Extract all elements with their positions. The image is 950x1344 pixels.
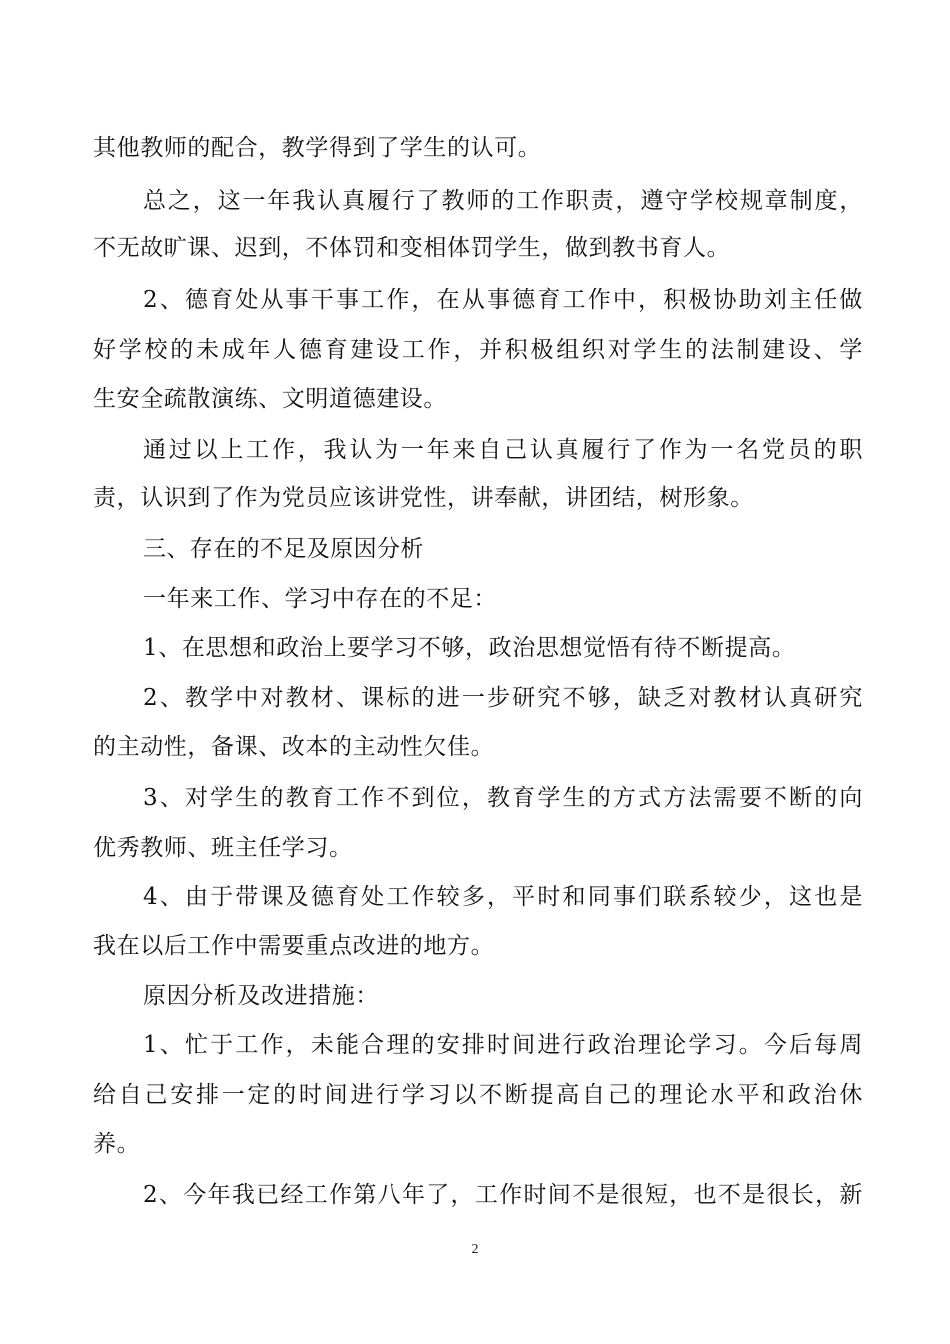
text-line: 一年来工作、学习中存在的不足：: [143, 586, 497, 612]
text-line: 4、由于带课及德育处工作较多，平时和同事们联系较少，这也是: [143, 884, 863, 910]
text-line: 其他教师的配合，教学得到了学生的认可。: [93, 135, 542, 161]
text-line: 的主动性，备课、改本的主动性欠佳。: [93, 734, 495, 760]
text-line: 总之，这一年我认真履行了教师的工作职责，遵守学校规章制度，: [143, 188, 863, 214]
text-line: 好学校的未成年人德育建设工作，并积极组织对学生的法制建设、学: [93, 337, 863, 363]
text-line: 2、今年我已经工作第八年了，工作时间不是很短，也不是很长，新: [143, 1182, 863, 1208]
page-number: 2: [471, 1242, 479, 1257]
section-heading: 三、存在的不足及原因分析: [143, 536, 424, 562]
text-line: 2、教学中对教材、课标的进一步研究不够，缺乏对教材认真研究: [143, 685, 863, 711]
text-line: 1、在思想和政治上要学习不够，政治思想觉悟有待不断提高。: [143, 635, 796, 661]
text-line: 养。: [93, 1131, 141, 1157]
text-line: 责，认识到了作为党员应该讲党性，讲奉献，讲团结，树形象。: [93, 485, 754, 511]
text-line: 3、对学生的教育工作不到位，教育学生的方式方法需要不断的向: [143, 785, 863, 811]
text-line: 原因分析及改进措施：: [143, 983, 379, 1009]
text-line: 给自己安排一定的时间进行学习以不断提高自己的理论水平和政治休: [93, 1082, 863, 1108]
text-line: 1、忙于工作，未能合理的安排时间进行政治理论学习。今后每周: [143, 1032, 863, 1058]
text-line: 2、德育处从事干事工作，在从事德育工作中，积极协助刘主任做: [143, 287, 863, 313]
text-line: 优秀教师、班主任学习。: [93, 835, 353, 861]
text-line: 生安全疏散演练、文明道德建设。: [93, 386, 447, 412]
text-line: 通过以上工作，我认为一年来自己认真履行了作为一名党员的职: [143, 437, 863, 463]
text-line: 不无故旷课、迟到，不体罚和变相体罚学生，做到教书育人。: [93, 235, 731, 261]
text-line: 我在以后工作中需要重点改进的地方。: [93, 933, 495, 959]
